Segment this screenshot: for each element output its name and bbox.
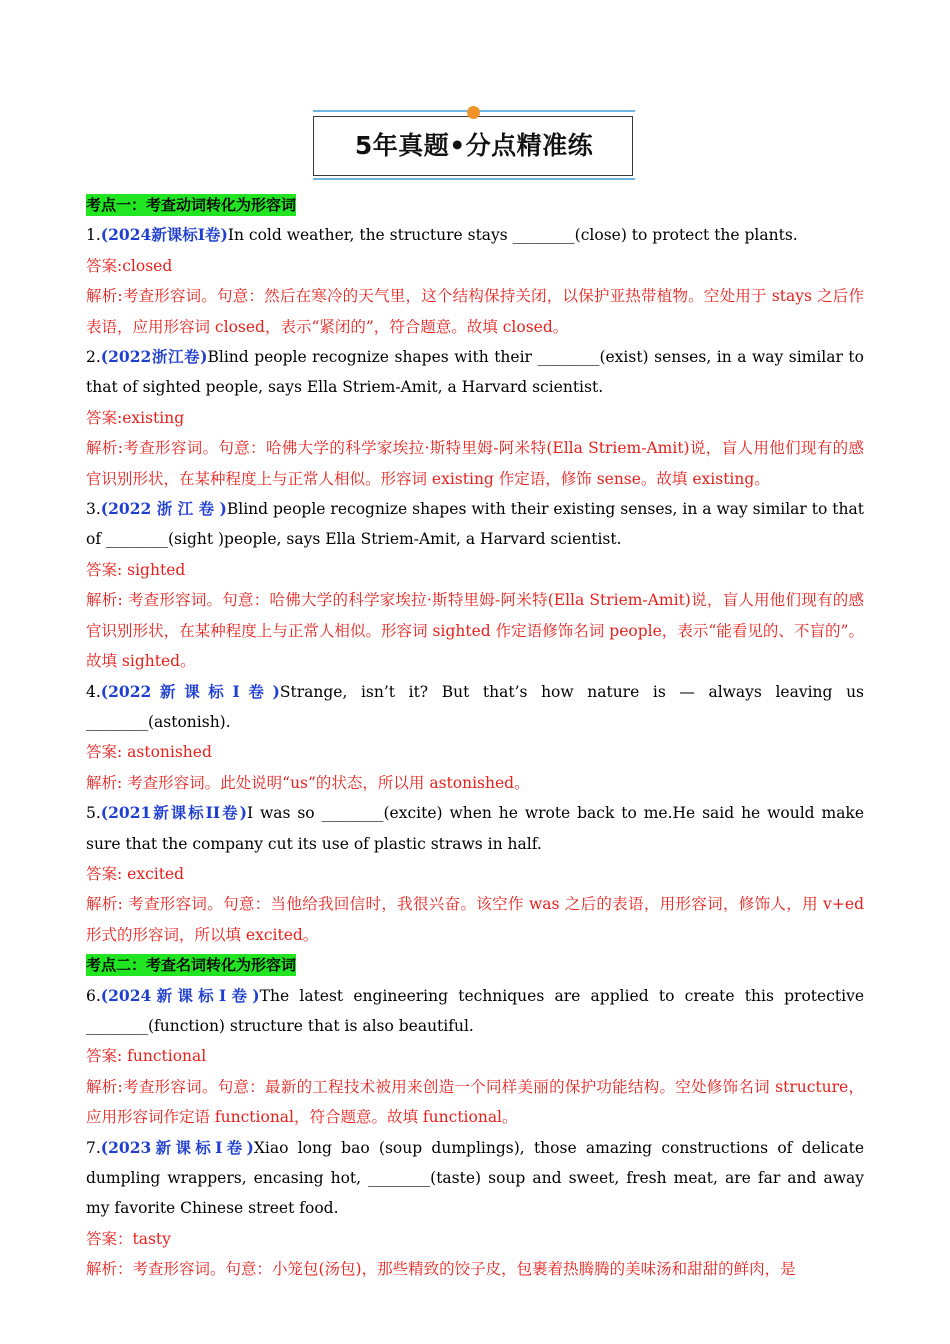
banner-bottom-line	[313, 178, 635, 180]
question-number: 3.	[86, 500, 101, 519]
content	[86, 190, 864, 1285]
answer-6: 答案: functional	[86, 1047, 207, 1066]
question-source: (2023新课标I卷)	[100, 1137, 254, 1157]
question-7	[86, 1133, 864, 1224]
question-source: (2022 浙 江 卷 )	[100, 499, 227, 519]
question-3	[86, 494, 864, 555]
analysis-1: 解析:考查形容词。句意：然后在寒冷的天气里，这个结构保持关闭，以保护亚热带植物。空处用于 stays 之后作表语，应用形容词 closed，表示“紧闭的”，符合题意。故填 closed。	[86, 287, 864, 336]
question-4	[86, 677, 864, 738]
analysis-5: 解析: 考查形容词。句意：当他给我回信时，我很兴奋。该空作 was 之后的表语，用形容词，修饰人，用 v+ed 形式的形容词，所以填 excited。	[86, 895, 864, 944]
question-number: 4.	[86, 682, 101, 701]
question-number: 7.	[86, 1138, 101, 1157]
answer-7: 答案：tasty	[86, 1229, 171, 1248]
answer-1: 答案:closed	[86, 256, 173, 275]
question-number: 1.	[86, 226, 101, 245]
question-2	[86, 342, 864, 403]
analysis-7: 解析：考查形容词。句意：小笼包(汤包)，那些精致的饺子皮，包裹着热腾腾的美味汤和甜甜的鲜肉，是	[86, 1260, 796, 1279]
section-heading-1: 考点一：考查动词转化为形容词	[86, 196, 297, 214]
question-6	[86, 981, 864, 1042]
analysis-4: 解析: 考查形容词。此处说明“us”的状态，所以用 astonished。	[86, 773, 530, 792]
section-heading-2: 考点二：考查名词转化为形容词	[86, 956, 297, 975]
question-source: (2021新课标II卷)	[100, 803, 247, 823]
question-text: I was so ________(excite) when he wrote back to me.He said he would make sure that the company cut its use of plastic straws in half.	[86, 804, 864, 853]
question-number: 5.	[86, 804, 101, 823]
answer-3: 答案: sighted	[86, 560, 186, 579]
analysis-6: 解析:考查形容词。句意：最新的工程技术被用来创造一个同样美丽的保护功能结构。空处修饰名词 structure，应用形容词作定语 functional，符合题意。故填 functional。	[86, 1077, 864, 1127]
question-text: Strange, isn’t it? But that’s how nature is — always leaving us ________(astonish).	[86, 682, 864, 731]
question-text: Xiao long bao (soup dumplings), those amazing constructions of delicate dumpling wrappers, encasing hot, ________(taste) soup and sweet, fresh meat, are far and away my favorite Chinese street food.	[86, 1138, 864, 1218]
question-5	[86, 798, 864, 859]
question-number: 2.	[86, 348, 101, 367]
analysis-3: 解析: 考查形容词。句意：哈佛大学的科学家埃拉·斯特里姆-阿米特(Ella Striem-Amit)说，盲人用他们现有的感官识别形状，在某种程度上与正常人相似。形容词 sighted 作定语修饰名词 people，表示“能看见的、不盲的”。故填 sighted。	[86, 591, 864, 671]
page-title: 5年真题•分点精准练	[354, 131, 594, 160]
question-text: Blind people recognize shapes with their ________(exist) senses, in a way similar to that of sighted people, says Ella Striem-Amit, a Harvard scientist.	[86, 348, 864, 397]
answer-2: 答案:existing	[86, 408, 185, 427]
question-text: In cold weather, the structure stays ________(close) to protect the plants.	[227, 226, 798, 245]
analysis-2: 解析:考查形容词。句意：哈佛大学的科学家埃拉·斯特里姆-阿米特(Ella Striem-Amit)说，盲人用他们现有的感官识别形状，在某种程度上与正常人相似。形容词 existing 作定语，修饰 sense。故填 existing。	[86, 439, 864, 488]
question-source: (2024新课标I卷)	[100, 225, 228, 245]
title-banner	[313, 108, 635, 176]
question-source: (2024新课标I卷)	[100, 985, 260, 1005]
question-text: The latest engineering techniques are applied to create this protective ________(function) structure that is also beautiful.	[86, 986, 864, 1035]
answer-5: 答案: excited	[86, 864, 185, 883]
question-source: (2022浙江卷)	[100, 347, 208, 367]
question-number: 6.	[86, 986, 101, 1005]
question-1	[86, 220, 864, 250]
question-source: (2022新课标I卷)	[100, 681, 280, 701]
answer-4: 答案: astonished	[86, 743, 212, 762]
question-text: Blind people recognize shapes with their existing senses, in a way similar to that of ________(sight )people, says Ella Striem-Amit, a Harvard scientist.	[86, 500, 864, 549]
